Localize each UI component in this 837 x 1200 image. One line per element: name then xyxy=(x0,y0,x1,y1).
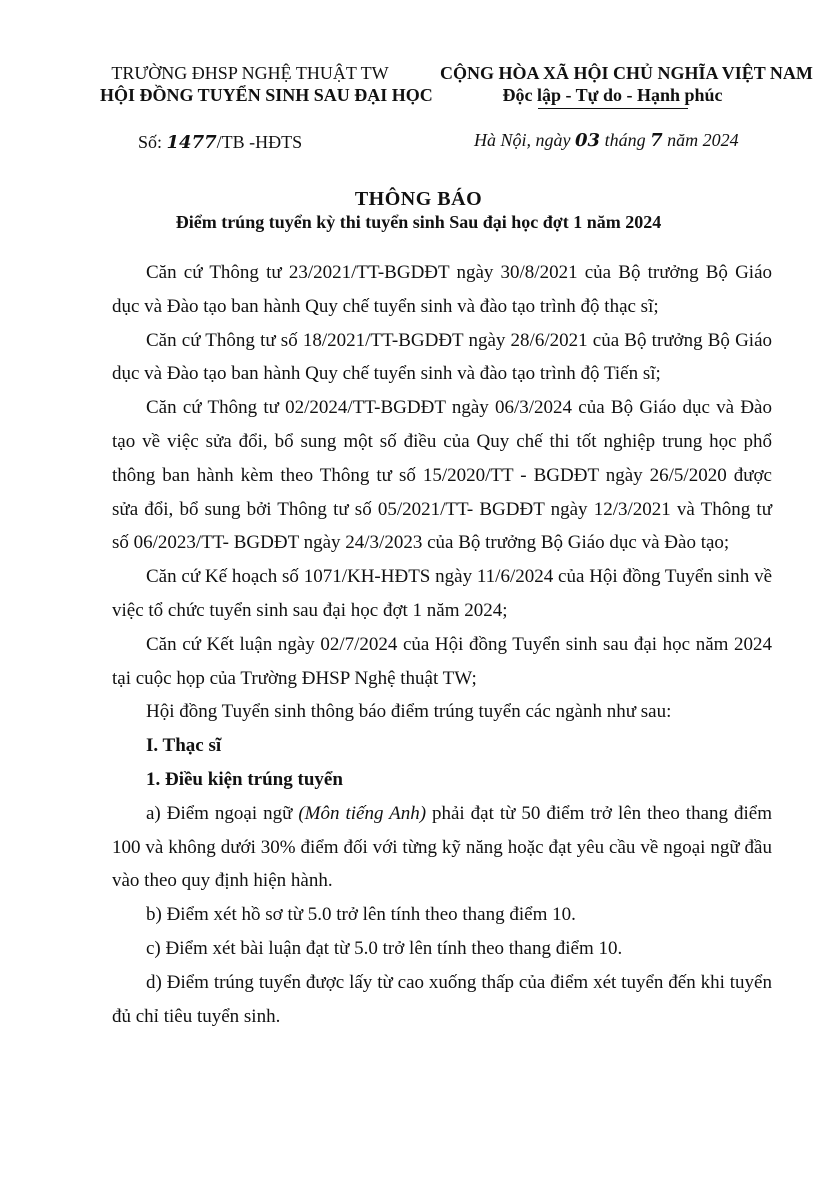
announcement-paragraph: Hội đồng Tuyển sinh thông báo điểm trúng tuyển các ngành như sau: xyxy=(146,701,672,723)
basis-paragraph-5: Căn cứ Kết luận ngày 02/7/2024 của Hội đồng Tuyển sinh sau đại học năm 2024 tại cuộc họp của Trường ĐHSP Nghệ thuật TW; xyxy=(112,633,772,689)
date-month-label: tháng xyxy=(600,130,651,150)
document-number xyxy=(138,132,302,153)
motto: Độc lập - Tự do - Hạnh phúc xyxy=(502,85,723,105)
date-year: năm 2024 xyxy=(662,130,739,150)
condition-c: c) Điểm xét bài luận đạt từ 5.0 trở lên tính theo thang điểm 10. xyxy=(146,937,623,959)
ref-suffix: /TB -HĐTS xyxy=(216,132,303,152)
condition-a xyxy=(112,797,772,898)
date-month-handwritten: 7 xyxy=(650,130,663,151)
date-prefix: Hà Nội, ngày xyxy=(474,130,575,150)
condition-a-text: phải đạt từ 50 điểm trở lên theo thang điểm 100 và không dưới 30% điểm đối với từng kỹ năng hoặc đạt yêu cầu về ngoại ngữ đầu vào theo quy định hiện hành. xyxy=(112,802,772,892)
motto-underline xyxy=(538,108,688,109)
issuer-block xyxy=(100,62,433,106)
section-heading-masters: I. Thạc sĩ xyxy=(146,735,222,757)
ref-prefix: Số: xyxy=(138,132,167,152)
notice-title: THÔNG BÁO xyxy=(354,188,483,210)
country-name: CỘNG HÒA XÃ HỘI CHỦ NGHĨA VIỆT NAM xyxy=(440,63,813,83)
ref-number-handwritten: 1477 xyxy=(166,132,217,153)
basis-paragraph-3: Căn cứ Thông tư 02/2024/TT-BGDĐT ngày 06/3/2024 của Bộ Giáo dục và Đào tạo về việc sửa đổi, bổ sung một số điều của Quy chế thi tốt nghiệp trung học phổ thông ban hành kèm theo Thông tư số 15/2020/TT - BGDĐT ngày 26/5/2020 được sửa đổi, bổ sung bởi Thông tư số 05/2021/TT- BGDĐT ngày 12/3/2021 và Thông tư số 06/2023/TT- BGDĐT ngày 24/3/2023 của Bộ trưởng Bộ Giáo dục và Đào tạo; xyxy=(112,397,772,554)
condition-b: b) Điểm xét hồ sơ từ 5.0 trở lên tính theo thang điểm 10. xyxy=(146,904,576,926)
condition-d: d) Điểm trúng tuyển được lấy từ cao xuống thấp của điểm xét tuyển đến khi tuyển đủ chỉ tiêu tuyển sinh. xyxy=(112,971,772,1027)
document-date xyxy=(474,130,739,151)
subsection-heading-conditions: 1. Điều kiện trúng tuyển xyxy=(146,768,343,790)
issuer-council: HỘI ĐỒNG TUYỂN SINH SAU ĐẠI HỌC xyxy=(100,85,433,105)
condition-a-subject: (Môn tiếng Anh) xyxy=(298,802,427,824)
condition-a-prefix: a) Điểm ngoại ngữ xyxy=(146,802,299,824)
issuer-school: TRƯỜNG ĐHSP NGHỆ THUẬT TW xyxy=(111,63,389,83)
notice-subtitle: Điểm trúng tuyển kỳ thi tuyển sinh Sau đại học đợt 1 năm 2024 xyxy=(175,212,662,232)
national-motto-block xyxy=(440,62,813,109)
date-day-handwritten: 03 xyxy=(575,130,601,151)
basis-paragraph-2: Căn cứ Thông tư số 18/2021/TT-BGDĐT ngày 28/6/2021 của Bộ trưởng Bộ Giáo dục và Đào tạo ban hành Quy chế tuyển sinh và đào tạo trình độ Tiến sĩ; xyxy=(112,329,772,385)
basis-paragraph-1: Căn cứ Thông tư 23/2021/TT-BGDĐT ngày 30/8/2021 của Bộ trưởng Bộ Giáo dục và Đào tạo ban hành Quy chế tuyển sinh và đào tạo trình độ thạc sĩ; xyxy=(112,262,772,317)
basis-paragraph-4: Căn cứ Kế hoạch số 1071/KH-HĐTS ngày 11/6/2024 của Hội đồng Tuyển sinh về việc tổ chức tuyển sinh sau đại học đợt 1 năm 2024; xyxy=(112,566,772,621)
notice-body xyxy=(112,256,772,1033)
